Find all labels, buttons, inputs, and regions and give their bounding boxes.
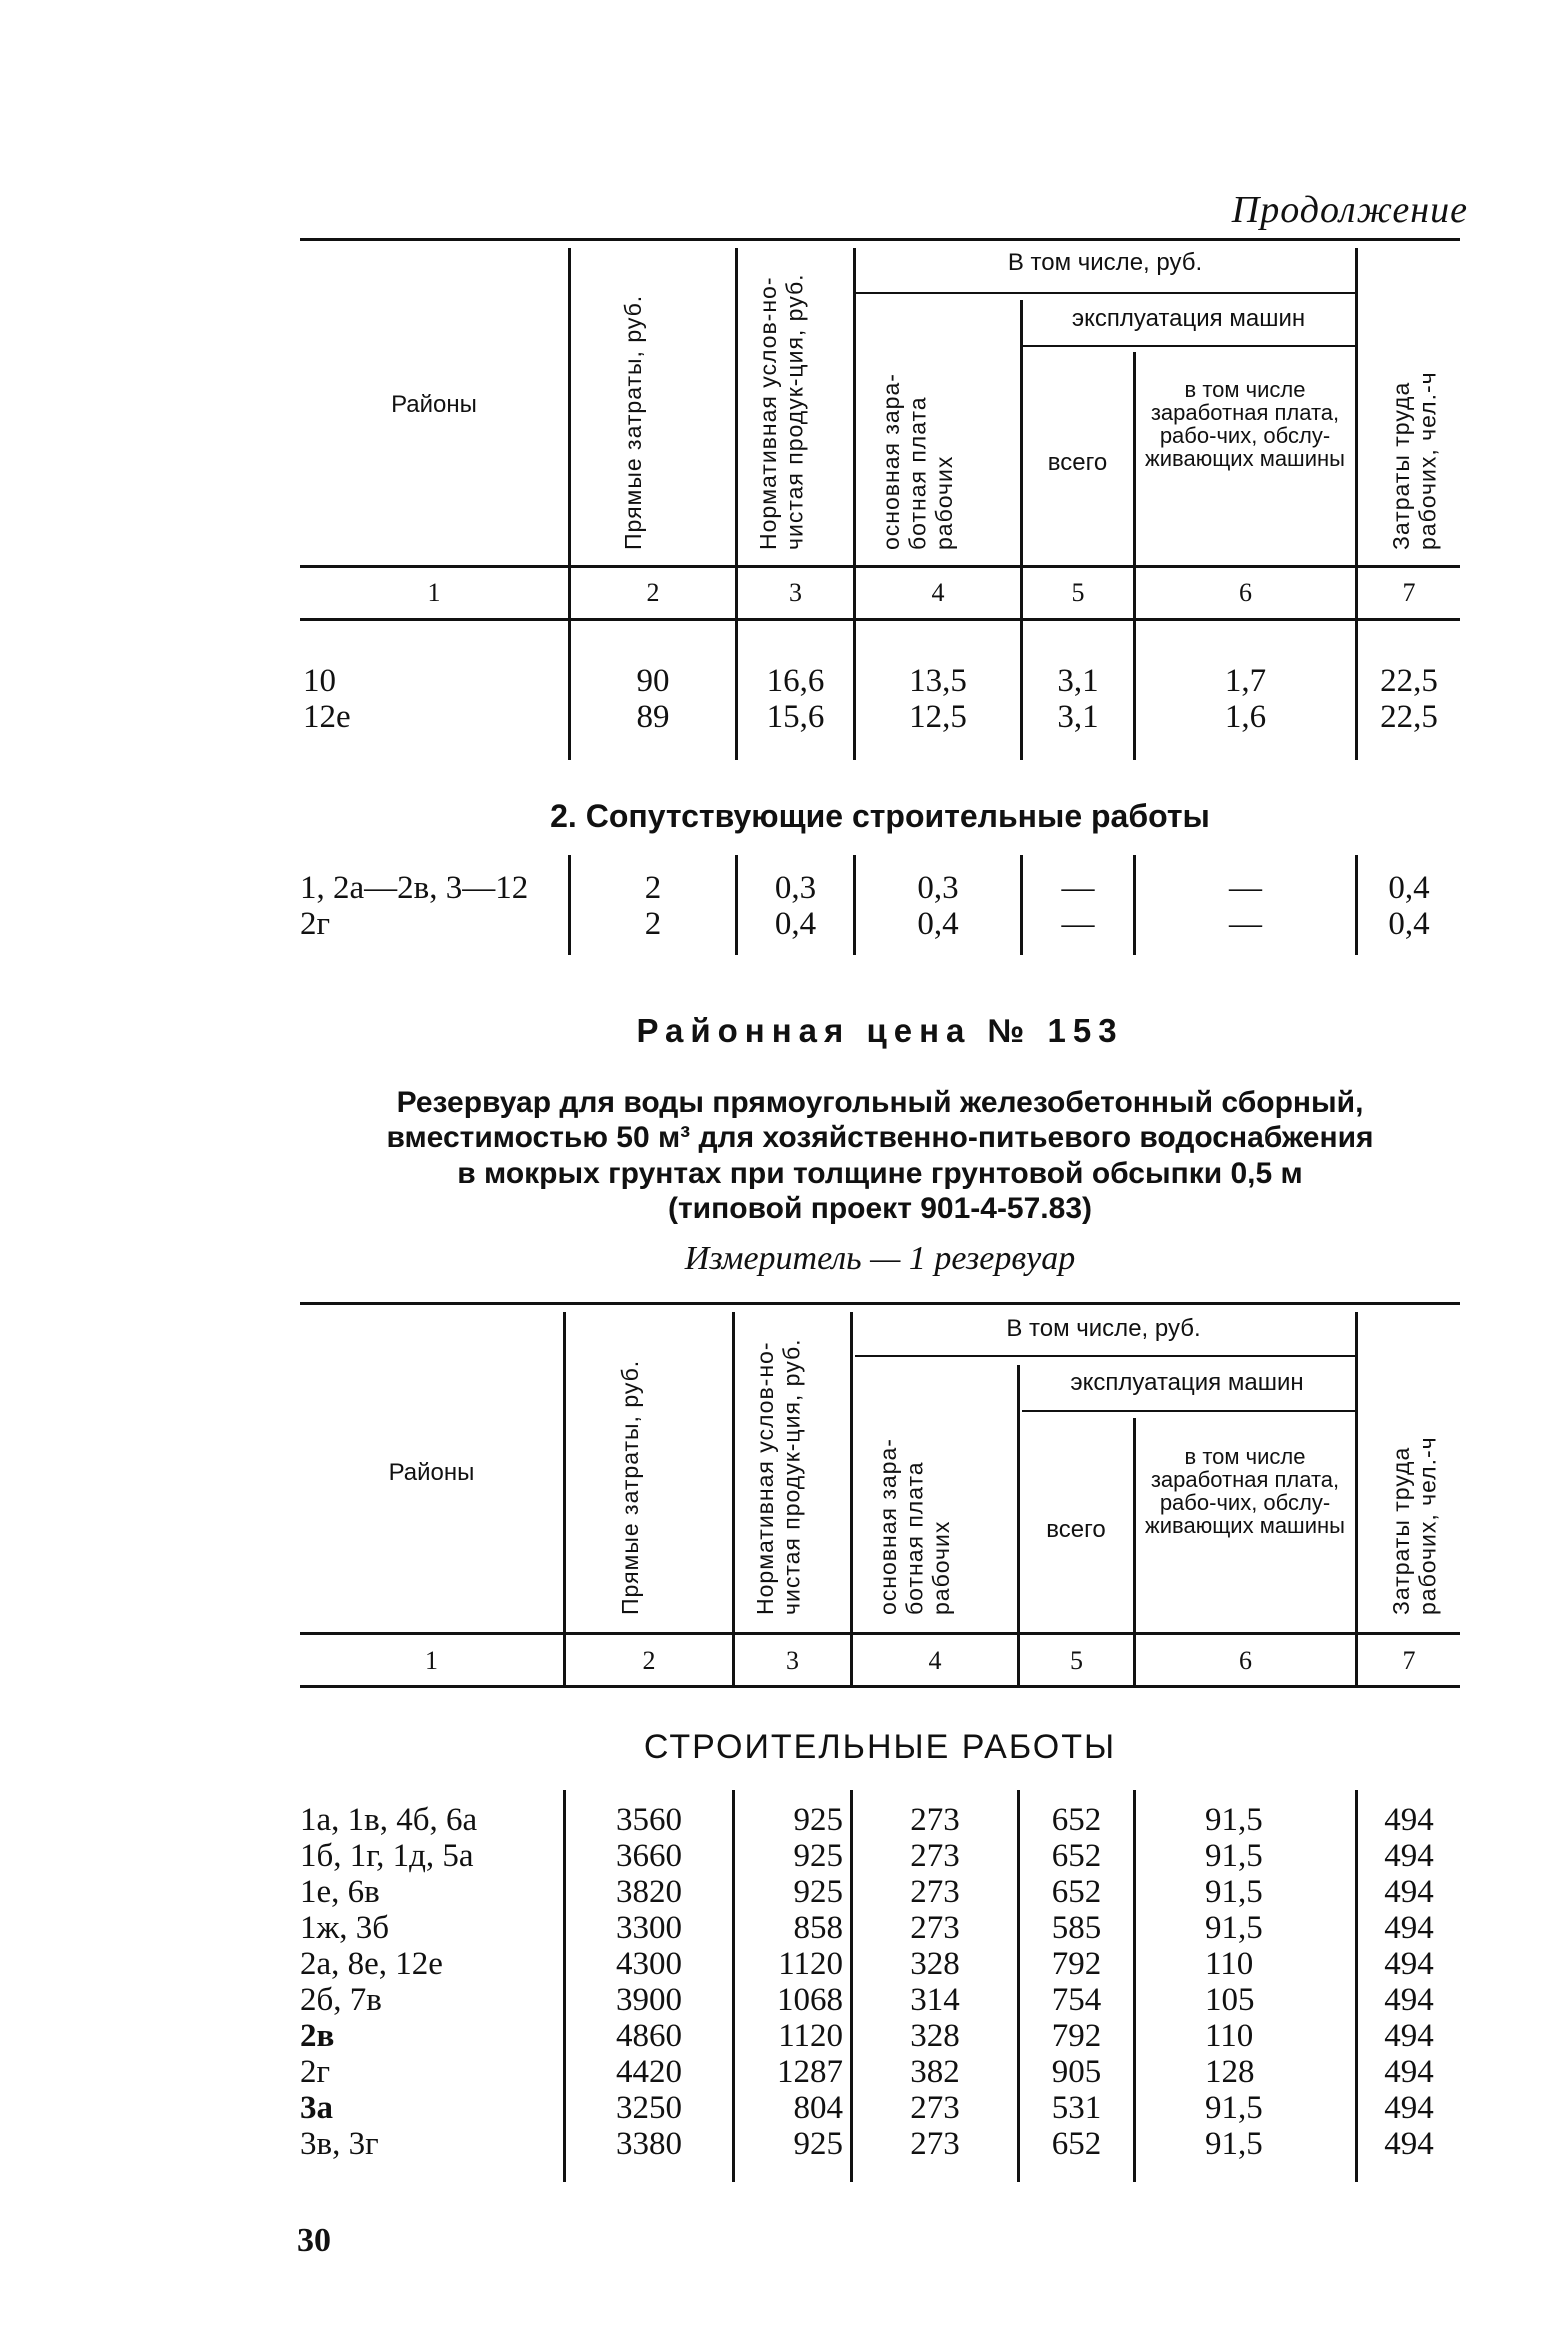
table-cell: 531 xyxy=(1051,2090,1102,2126)
col-number: 7 xyxy=(1402,578,1416,607)
col-number: 4 xyxy=(931,578,945,607)
col-number: 6 xyxy=(1239,1646,1252,1675)
table-cell: 128 xyxy=(1205,2054,1255,2090)
table-cell: 91,5 xyxy=(1205,1802,1263,1838)
table-cell: 0,4 xyxy=(1388,906,1430,942)
table-cell: 494 xyxy=(1384,2090,1434,2126)
normative-product-header: Нормативная услов-но-чистая продук-ция, руб. xyxy=(752,1338,805,1615)
table-cell: 925 xyxy=(793,2126,843,2162)
col-number: 7 xyxy=(1402,1646,1416,1675)
table-cell: 328 xyxy=(910,1946,960,1982)
total-header: всего xyxy=(1047,449,1108,476)
table-cell: 2б, 7в xyxy=(300,1982,382,2018)
table-cell: 0,3 xyxy=(917,870,959,906)
description-line: в мокрых грунтах при толщине грунтовой обсыпки 0,5 м xyxy=(457,1156,1303,1190)
page-number: 30 xyxy=(297,2222,331,2259)
table-cell: 494 xyxy=(1384,1838,1434,1874)
table-cell: 792 xyxy=(1051,2018,1102,2054)
table-cell: 1ж, 3б xyxy=(300,1910,390,1946)
total-header: всего xyxy=(1046,1516,1106,1543)
col-number: 1 xyxy=(427,578,441,607)
table-cell: 1а, 1в, 4б, 6а xyxy=(300,1802,478,1838)
basic-wage-column xyxy=(853,1802,1017,2162)
table-cell: 3660 xyxy=(616,1838,682,1874)
direct-costs-header: Прямые затраты, руб. xyxy=(620,294,646,550)
table-cell: 494 xyxy=(1384,1946,1434,1982)
table-cell: 2 xyxy=(644,870,662,906)
labor-costs-header: Затраты труда рабочих, чел.-ч xyxy=(1388,371,1441,550)
basic-wage-header: основная зара-ботная плата рабочих xyxy=(875,1438,954,1615)
col-number: 1 xyxy=(425,1646,438,1675)
table-cell: 3а xyxy=(300,2090,333,2126)
table-cell: 652 xyxy=(1051,1838,1102,1874)
table-cell: 3900 xyxy=(616,1982,682,2018)
table-cell: 905 xyxy=(1051,2054,1102,2090)
incl-rub-header: В том числе, руб. xyxy=(1006,1315,1201,1342)
table-cell: 792 xyxy=(1051,1946,1102,1982)
table-cell: 273 xyxy=(910,1838,960,1874)
table-cell: 3,1 xyxy=(1057,663,1099,699)
table-cell: 89 xyxy=(636,699,670,735)
table-cell: 652 xyxy=(1051,1874,1102,1910)
table-cell: 0,4 xyxy=(917,906,959,942)
table-cell: 804 xyxy=(793,2090,843,2126)
machine-operation-header: эксплуатация машин xyxy=(1070,1369,1304,1396)
table-cell: 1068 xyxy=(777,1982,843,2018)
table-cell: 91,5 xyxy=(1205,2126,1263,2162)
table-cell: 858 xyxy=(793,1910,843,1946)
machine-wage-column xyxy=(1205,1802,1345,2162)
table-cell: 3300 xyxy=(616,1910,682,1946)
table-cell: 494 xyxy=(1384,2018,1434,2054)
incl-wage-header: в том числе заработная плата, рабо-чих, обслу-живающих машины xyxy=(1145,377,1345,472)
table-cell: 10 xyxy=(303,663,336,699)
normative-product-header: Нормативная услов-но-чистая продук-ция, руб. xyxy=(755,273,808,550)
table-cell: 273 xyxy=(910,1910,960,1946)
table-cell: 273 xyxy=(910,2090,960,2126)
col-number: 6 xyxy=(1239,578,1252,607)
incl-rub-header: В том числе, руб. xyxy=(1007,249,1203,276)
table-cell: 1120 xyxy=(778,2018,843,2054)
table-cell: 91,5 xyxy=(1205,1874,1263,1910)
table-cell: 494 xyxy=(1384,1982,1434,2018)
description-line: (типовой проект 901-4-57.83) xyxy=(668,1192,1092,1226)
table-cell: 90 xyxy=(636,663,670,699)
regions-header: Районы xyxy=(388,1459,475,1486)
incl-wage-header: в том числе заработная плата, рабо-чих, обслу-живающих машины xyxy=(1145,1444,1345,1539)
table-cell: — xyxy=(1229,870,1262,906)
col-number: 5 xyxy=(1070,1646,1083,1675)
table-cell: 494 xyxy=(1384,2126,1434,2162)
col-number: 3 xyxy=(789,578,802,607)
unit-label: Измеритель — 1 резервуар xyxy=(684,1240,1076,1277)
price-title: Районная цена № 153 xyxy=(636,1012,1124,1049)
table-cell: 494 xyxy=(1384,2054,1434,2090)
machine-total-column xyxy=(1020,1802,1133,2162)
table-cell: 4860 xyxy=(616,2018,682,2054)
table-cell: 2г xyxy=(300,2054,331,2090)
table-cell: 382 xyxy=(910,2054,960,2090)
machine-operation-header: эксплуатация машин xyxy=(1071,305,1306,332)
table-cell: 22,5 xyxy=(1380,663,1438,699)
table-cell: 110 xyxy=(1205,2018,1254,2054)
labor-costs-header: Затраты труда рабочих, чел.-ч xyxy=(1388,1436,1441,1615)
direct-costs-column xyxy=(566,1802,732,2162)
table-cell: 314 xyxy=(910,1982,960,2018)
table-cell: — xyxy=(1061,906,1095,942)
table-cell: 15,6 xyxy=(766,699,825,735)
construction-title: СТРОИТЕЛЬНЫЕ РАБОТЫ xyxy=(643,1728,1117,1766)
table-cell: 1б, 1г, 1д, 5а xyxy=(300,1838,474,1874)
table-cell: 1,7 xyxy=(1224,663,1267,699)
table-cell: 754 xyxy=(1051,1982,1102,2018)
section2-title: 2. Сопутствующие строительные работы xyxy=(550,798,1210,834)
table-cell: 494 xyxy=(1384,1802,1434,1838)
table-cell: 0,3 xyxy=(774,870,817,906)
col-number: 2 xyxy=(646,578,660,607)
table-cell: 3820 xyxy=(616,1874,682,1910)
table-cell: 3380 xyxy=(616,2126,682,2162)
table-cell: 3250 xyxy=(616,2090,682,2126)
basic-wage-header: основная зара-ботная плата рабочих xyxy=(878,373,957,550)
direct-costs-header: Прямые затраты, руб. xyxy=(617,1359,643,1615)
table-cell: 12,5 xyxy=(909,699,967,735)
table-cell: 2а, 8е, 12е xyxy=(300,1946,443,1982)
table-cell: 494 xyxy=(1384,1874,1434,1910)
table-cell: 1, 2а—2в, 3—12 xyxy=(300,870,529,906)
regions-header: Районы xyxy=(391,391,477,418)
table-cell: 328 xyxy=(910,2018,960,2054)
table-cell: 105 xyxy=(1205,1982,1255,2018)
table-cell: 22,5 xyxy=(1380,699,1438,735)
table-cell: 91,5 xyxy=(1205,2090,1263,2126)
table-cell: 16,6 xyxy=(766,663,825,699)
table-cell: 2 xyxy=(644,906,662,942)
table-cell: 925 xyxy=(793,1802,843,1838)
table-cell: 925 xyxy=(793,1838,843,1874)
table-cell: 4300 xyxy=(616,1946,682,1982)
table-cell: 585 xyxy=(1051,1910,1102,1946)
description-line: Резервуар для воды прямоугольный железобетонный сборный, xyxy=(396,1086,1364,1119)
table-cell: 652 xyxy=(1051,2126,1102,2162)
table-cell: 13,5 xyxy=(909,663,967,699)
normative-product-column xyxy=(735,1802,843,2162)
table-cell: 91,5 xyxy=(1205,1910,1263,1946)
table-cell: 2в xyxy=(300,2018,335,2054)
table-cell: 1287 xyxy=(777,2054,843,2090)
col-number: 4 xyxy=(928,1646,942,1675)
description-line: вместимостью 50 м³ для хозяйственно-питьевого водоснабжения xyxy=(386,1121,1374,1155)
table-cell: 273 xyxy=(910,1802,960,1838)
labor-costs-column xyxy=(1358,1802,1460,2162)
table-cell: 1120 xyxy=(778,1946,843,1982)
table-cell: 925 xyxy=(793,1874,843,1910)
col-number: 2 xyxy=(642,1646,656,1675)
table-cell: — xyxy=(1061,870,1095,906)
table-cell: 2г xyxy=(300,906,331,942)
table-cell: 652 xyxy=(1051,1802,1102,1838)
table-cell: 4420 xyxy=(616,2054,682,2090)
continued-label: Продолжение xyxy=(1231,189,1468,231)
table-cell: 3560 xyxy=(616,1802,682,1838)
description xyxy=(300,1085,1460,1227)
table-cell: 12е xyxy=(303,699,351,735)
table-cell: 0,4 xyxy=(774,906,817,942)
table-cell: 1е, 6в xyxy=(300,1874,380,1910)
region-column xyxy=(300,1802,563,2162)
table-cell: 0,4 xyxy=(1388,870,1430,906)
table-cell: 91,5 xyxy=(1205,1838,1263,1874)
table-cell: 3в, 3г xyxy=(300,2126,379,2162)
table-cell: — xyxy=(1229,906,1262,942)
table-cell: 3,1 xyxy=(1057,699,1099,735)
table-cell: 1,6 xyxy=(1224,699,1267,735)
table-cell: 273 xyxy=(910,2126,960,2162)
table-cell: 273 xyxy=(910,1874,960,1910)
col-number: 3 xyxy=(786,1646,799,1675)
table-cell: 110 xyxy=(1205,1946,1254,1982)
col-number: 5 xyxy=(1071,578,1085,607)
table-cell: 494 xyxy=(1384,1910,1434,1946)
